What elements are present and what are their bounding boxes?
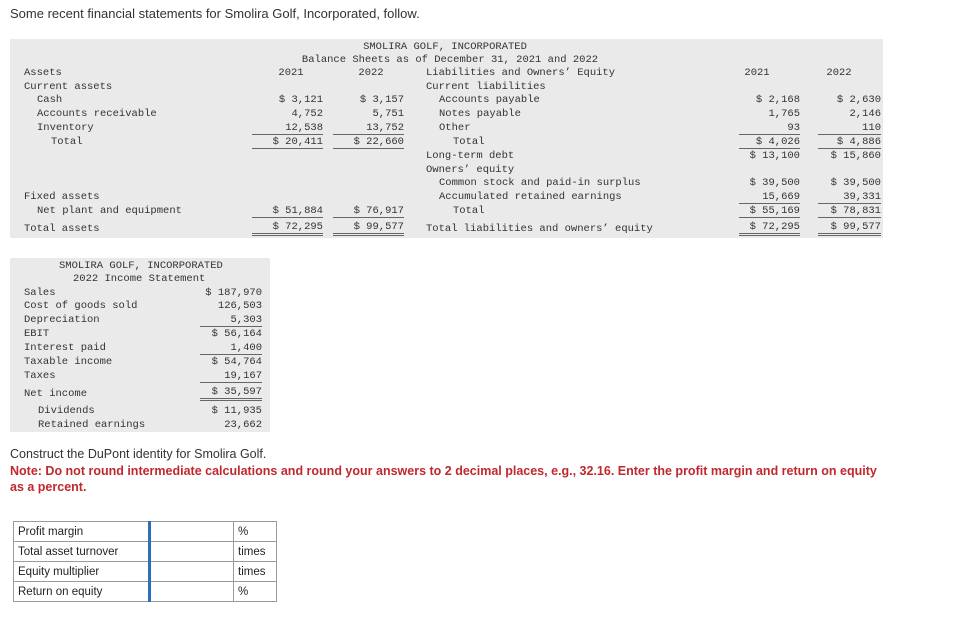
np-2022: 2,146 <box>849 108 881 120</box>
depreciation-label: Depreciation <box>24 314 100 326</box>
common-stock-label: Common stock and paid-in surplus <box>439 177 641 189</box>
ap-2021: $ 2,168 <box>755 94 800 106</box>
ar-label: Accounts receivable <box>37 108 157 120</box>
answer-unit: times <box>234 542 277 562</box>
answer-label: Total asset turnover <box>14 542 150 562</box>
cl-total-2022: $ 4,886 <box>818 136 881 149</box>
ebit-label: EBIT <box>24 328 50 340</box>
taxes-label: Taxes <box>24 370 56 382</box>
common-stock-2021: $ 39,500 <box>749 177 800 189</box>
is-title: 2022 Income Statement <box>73 273 206 285</box>
answer-unit: % <box>234 582 277 602</box>
question-note: Note: Do not round intermediate calculations and round your answers to 2 decimal places, e.g., 32.16. Enter the profit margin and return on equity as a percent. <box>10 464 877 494</box>
common-stock-2022: $ 39,500 <box>830 177 881 189</box>
other-label: Other <box>439 122 471 134</box>
answer-cell <box>150 522 234 542</box>
answer-row <box>14 562 277 582</box>
total-assets-label: Total assets <box>24 223 100 235</box>
net-ppe-2022: $ 76,917 <box>333 205 404 218</box>
dividends-value: $ 11,935 <box>211 405 262 417</box>
intro-text: Some recent financial statements for Smolira Golf, Incorporated, follow. <box>10 6 420 21</box>
cogs-value: 126,503 <box>217 300 262 312</box>
cash-label: Cash <box>37 94 63 106</box>
retained-value: 23,662 <box>224 419 262 431</box>
inventory-2022: 13,752 <box>333 122 404 135</box>
ar-2021: 4,752 <box>291 108 323 120</box>
return-on-equity-input[interactable] <box>151 583 233 600</box>
sales-value: $ 187,970 <box>205 287 262 299</box>
answer-table <box>13 521 277 602</box>
ap-2022: $ 2,630 <box>836 94 881 106</box>
dividends-label: Dividends <box>38 405 95 417</box>
other-2021: 93 <box>739 122 800 135</box>
current-assets-label: Current assets <box>24 81 113 93</box>
current-liabilities-label: Current liabilities <box>426 81 546 93</box>
taxable-value: $ 54,764 <box>211 356 262 368</box>
inventory-2021: 12,538 <box>252 122 323 135</box>
answer-unit: times <box>234 562 277 582</box>
total-assets-2021: $ 72,295 <box>252 221 323 236</box>
ltd-2022: $ 15,860 <box>830 150 881 162</box>
bs-year1-left: 2021 <box>278 67 304 79</box>
is-company: SMOLIRA GOLF, INCORPORATED <box>59 260 223 272</box>
fixed-assets-label: Fixed assets <box>24 191 100 203</box>
cl-total-label: Total <box>453 136 485 148</box>
interest-label: Interest paid <box>24 342 106 354</box>
answer-row <box>14 542 277 562</box>
cogs-label: Cost of goods sold <box>24 300 138 312</box>
answer-unit: % <box>234 522 277 542</box>
answer-label: Equity multiplier <box>14 562 150 582</box>
total-le-2022: $ 99,577 <box>818 221 881 236</box>
retained-earnings-2022: 39,331 <box>818 191 881 204</box>
answer-label: Return on equity <box>14 582 150 602</box>
ca-total-2022: $ 22,660 <box>333 136 404 149</box>
inventory-label: Inventory <box>37 122 94 134</box>
balance-sheet-panel <box>10 39 883 238</box>
depreciation-value: 5,303 <box>200 314 262 327</box>
ltd-label: Long-term debt <box>426 150 515 162</box>
answer-cell <box>150 562 234 582</box>
ar-2022: 5,751 <box>372 108 404 120</box>
sales-label: Sales <box>24 287 56 299</box>
bs-year2-left: 2022 <box>358 67 384 79</box>
taxable-label: Taxable income <box>24 356 113 368</box>
oe-total-label: Total <box>453 205 485 217</box>
question-text: Construct the DuPont identity for Smolira Golf. <box>10 447 267 461</box>
interest-value: 1,400 <box>200 342 262 355</box>
total-asset-turnover-input[interactable] <box>151 543 233 560</box>
answer-label: Profit margin <box>14 522 150 542</box>
cl-total-2021: $ 4,026 <box>739 136 800 149</box>
answer-row <box>14 582 277 602</box>
oe-total-2022: $ 78,831 <box>818 205 881 218</box>
taxes-value: 19,167 <box>200 370 262 383</box>
total-le-label: Total liabilities and owners’ equity <box>426 223 653 235</box>
equity-multiplier-input[interactable] <box>151 563 233 580</box>
owners-equity-label: Owners’ equity <box>426 164 515 176</box>
retained-label: Retained earnings <box>38 419 146 431</box>
bs-company: SMOLIRA GOLF, INCORPORATED <box>363 41 527 53</box>
bs-year2-right: 2022 <box>826 67 852 79</box>
profit-margin-input[interactable] <box>151 523 233 540</box>
answer-cell <box>150 542 234 562</box>
net-income-label: Net income <box>24 388 88 400</box>
retained-earnings-label: Accumulated retained earnings <box>439 191 622 203</box>
ap-label: Accounts payable <box>439 94 540 106</box>
net-income-value: $ 35,597 <box>200 386 262 401</box>
bs-year1-right: 2021 <box>744 67 770 79</box>
oe-total-2021: $ 55,169 <box>739 205 800 218</box>
cash-2022: $ 3,157 <box>359 94 404 106</box>
assets-header: Assets <box>24 67 62 79</box>
answer-cell <box>150 582 234 602</box>
ca-total-2021: $ 20,411 <box>252 136 323 149</box>
liab-header: Liabilities and Owners’ Equity <box>426 67 616 79</box>
other-2022: 110 <box>818 122 881 135</box>
total-le-2021: $ 72,295 <box>739 221 800 236</box>
bs-title: Balance Sheets as of December 31, 2021 and 2022 <box>301 54 599 66</box>
answer-row <box>14 522 277 542</box>
net-ppe-label: Net plant and equipment <box>37 205 182 217</box>
np-label: Notes payable <box>439 108 521 120</box>
ltd-2021: $ 13,100 <box>749 150 800 162</box>
total-assets-2022: $ 99,577 <box>333 221 404 236</box>
np-2021: 1,765 <box>768 108 800 120</box>
ca-total-label: Total <box>51 136 83 148</box>
retained-earnings-2021: 15,669 <box>739 191 800 204</box>
net-ppe-2021: $ 51,884 <box>252 205 323 218</box>
cash-2021: $ 3,121 <box>278 94 323 106</box>
ebit-value: $ 56,164 <box>211 328 262 340</box>
